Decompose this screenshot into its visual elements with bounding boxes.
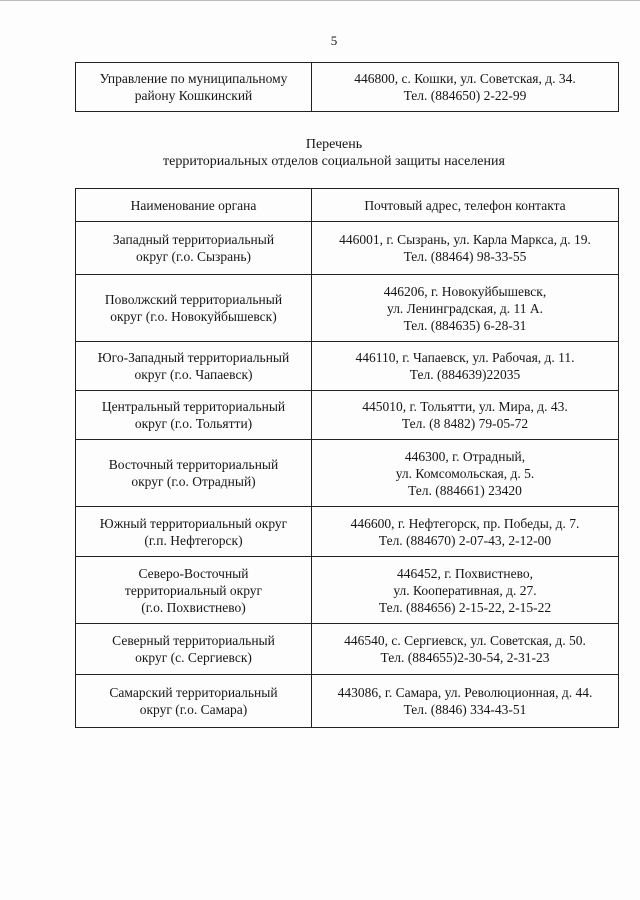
- organ-name-cell: [76, 675, 312, 728]
- organ-name-line: Самарский территориальный: [109, 685, 278, 700]
- organ-name-line: Восточный территориальный: [108, 457, 279, 472]
- departments-table: [75, 188, 619, 728]
- organ-name-cell: [76, 342, 312, 391]
- address-phone-line: Тел. (884670) 2-07-43, 2-12-00: [378, 532, 552, 548]
- header-address-phone: Почтовый адрес, телефон контакта: [312, 189, 619, 222]
- continuation-table-body: [76, 63, 619, 112]
- organ-name-line: Северо-Восточный: [138, 565, 249, 581]
- organ-name-line: Поволжский территориальный: [104, 292, 283, 307]
- organ-name-cell: [76, 275, 312, 342]
- table-row: [76, 557, 619, 624]
- organ-name-cell: [76, 624, 312, 675]
- organ-name-line: Южный территориальный округ: [99, 515, 288, 531]
- organ-name-line: Центральный территориальный: [101, 399, 286, 414]
- address-phone-line: Тел. (884650) 2-22-99: [403, 88, 527, 103]
- organ-name-line: (г.п. Нефтегорск): [144, 532, 243, 548]
- organ-name-line: округ (г.о. Чапаевск): [134, 367, 253, 382]
- address-phone-cell: [312, 222, 619, 275]
- address-phone-line: Тел. (8 8482) 79-05-72: [401, 416, 529, 431]
- organ-name-cell: [76, 440, 312, 507]
- address-phone-line: Тел. (884639)22035: [409, 367, 521, 382]
- address-phone-line: 446206, г. Новокуйбышевск,: [383, 283, 547, 299]
- address-phone-line: Тел. (8846) 334-43-51: [403, 702, 527, 717]
- table-row: [76, 507, 619, 557]
- address-phone-cell: [312, 440, 619, 507]
- page-number: 5: [330, 33, 338, 48]
- departments-table-body: [76, 222, 619, 728]
- organ-name-line: Юго-Западный территориальный: [97, 350, 290, 365]
- list-subtitle: территориальных отделов социальной защиты населения: [163, 154, 505, 169]
- continuation-table: [75, 62, 619, 112]
- table-row: [76, 675, 619, 728]
- table-header-row: [76, 189, 619, 222]
- organ-name-line: району Кошкинский: [134, 88, 253, 103]
- address-phone-cell: [312, 675, 619, 728]
- address-phone-line: Тел. (884661) 23420: [408, 482, 522, 498]
- organ-name-line: округ (г.о. Новокуйбышевск): [110, 309, 277, 324]
- organ-name-line: (г.о. Похвистнево): [141, 599, 246, 615]
- organ-name-cell: [76, 63, 312, 112]
- address-phone-line: Тел. (884656) 2-15-22, 2-15-22: [378, 599, 552, 615]
- table-row: [76, 275, 619, 342]
- organ-name-line: округ (г.о. Тольятти): [134, 416, 253, 431]
- address-phone-line: Тел. (88464) 98-33-55: [403, 249, 527, 264]
- header-organ-name: Наименование органа: [76, 189, 312, 222]
- table-row: [76, 391, 619, 440]
- address-phone-cell: [312, 391, 619, 440]
- organ-name-line: Северный территориальный: [112, 633, 275, 648]
- table-row: [76, 63, 619, 112]
- table-row: [76, 624, 619, 675]
- address-phone-line: ул. Комсомольская, д. 5.: [395, 465, 535, 481]
- organ-name-cell: [76, 222, 312, 275]
- address-phone-line: 446600, г. Нефтегорск, пр. Победы, д. 7.: [350, 515, 580, 531]
- organ-name-line: Западный территориальный: [112, 232, 275, 247]
- address-phone-line: 446001, г. Сызрань, ул. Карла Маркса, д. 19.: [339, 232, 591, 247]
- address-phone-line: 445010, г. Тольятти, ул. Мира, д. 43.: [362, 399, 568, 414]
- scan-edge-line: [0, 0, 640, 4]
- organ-name-line: округ (г.о. Самара): [139, 702, 248, 717]
- address-phone-line: 446800, с. Кошки, ул. Советская, д. 34.: [354, 71, 576, 86]
- address-phone-cell: [312, 507, 619, 557]
- list-title: Перечень: [305, 137, 363, 152]
- address-phone-cell: [312, 342, 619, 391]
- address-phone-cell: [312, 624, 619, 675]
- organ-name-line: Управление по муниципальному: [99, 71, 288, 86]
- address-phone-line: 446540, с. Сергиевск, ул. Советская, д. 50.: [344, 633, 586, 648]
- address-phone-line: 446452, г. Похвистнево,: [396, 565, 534, 581]
- organ-name-cell: [76, 507, 312, 557]
- table-row: [76, 440, 619, 507]
- address-phone-line: ул. Ленинградская, д. 11 А.: [387, 300, 543, 316]
- address-phone-line: Тел. (884635) 6-28-31: [403, 317, 527, 333]
- organ-name-cell: [76, 391, 312, 440]
- table-row: [76, 222, 619, 275]
- address-phone-line: 446300, г. Отрадный,: [404, 448, 526, 464]
- organ-name-line: территориальный округ: [124, 582, 263, 598]
- address-phone-cell: [312, 557, 619, 624]
- organ-name-line: округ (г.о. Сызрань): [136, 249, 251, 264]
- address-phone-line: ул. Кооперативная, д. 27.: [393, 582, 537, 598]
- organ-name-line: округ (с. Сергиевск): [135, 650, 252, 665]
- address-phone-cell: [312, 275, 619, 342]
- address-phone-line: Тел. (884655)2-30-54, 2-31-23: [380, 650, 550, 665]
- address-phone-cell: [312, 63, 619, 112]
- organ-name-cell: [76, 557, 312, 624]
- address-phone-line: 446110, г. Чапаевск, ул. Рабочая, д. 11.: [355, 350, 575, 365]
- organ-name-line: округ (г.о. Отрадный): [131, 474, 256, 489]
- address-phone-line: 443086, г. Самара, ул. Революционная, д. 44.: [337, 685, 593, 700]
- table-row: [76, 342, 619, 391]
